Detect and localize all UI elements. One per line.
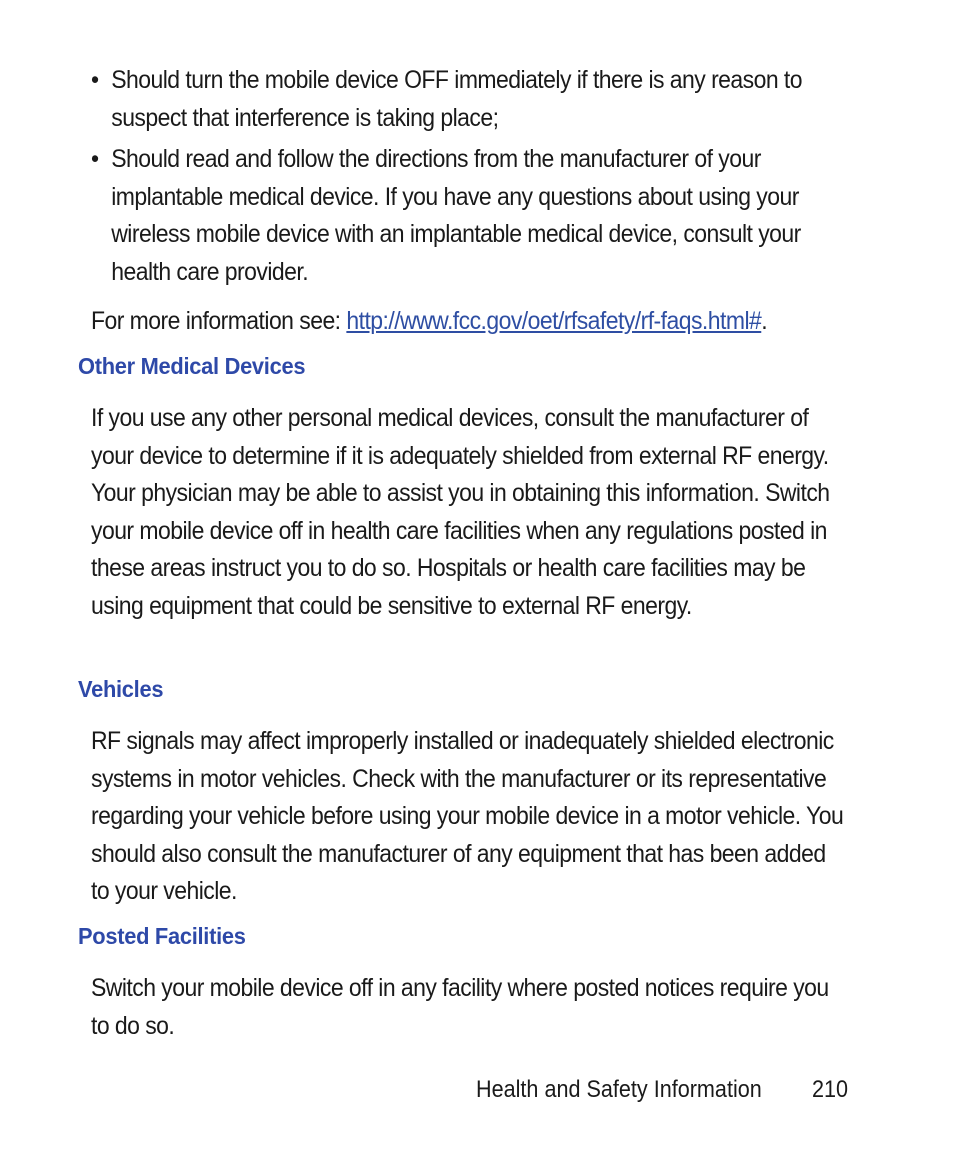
paragraph-vehicles: RF signals may affect improperly installed or inadequately shielded electronic systems in motor vehicles. Check with the manufacturer or its representative regarding your vehicle before using your mobile device in a motor vehicle. You should also consult the manufacturer of any equipment that has been added to your vehicle. bbox=[91, 727, 844, 905]
more-info-line bbox=[91, 303, 845, 341]
bullet-text: Should turn the mobile device OFF immediately if there is any reason to suspect that interference is taking place; bbox=[111, 66, 803, 132]
bullet-list bbox=[91, 62, 827, 295]
paragraph-other-medical-devices: If you use any other personal medical devices, consult the manufacturer of your device to determine if it is adequately shielded from external RF energy. Your physician may be able to assist you in obtaining this information. Switch your mobile device off in health care facilities when any regulations posted in these areas instruct you to do so. Hospitals or health care facilities may be using equipment that could be sensitive to external RF energy. bbox=[91, 404, 830, 620]
more-info-label: For more information see: bbox=[91, 307, 347, 335]
footer-page-number: 210 bbox=[812, 1076, 849, 1103]
heading-posted-facilities: Posted Facilities bbox=[78, 923, 246, 949]
heading-other-medical-devices: Other Medical Devices bbox=[78, 353, 306, 379]
paragraph-posted-facilities: Switch your mobile device off in any facility where posted notices require you to do so. bbox=[91, 974, 829, 1040]
bullet-item bbox=[91, 62, 827, 137]
footer-section-title: Health and Safety Information bbox=[476, 1076, 762, 1103]
more-info-suffix: . bbox=[761, 307, 768, 335]
heading-vehicles: Vehicles bbox=[78, 676, 164, 702]
fcc-faq-link[interactable]: http://www.fcc.gov/oet/rfsafety/rf-faqs.html# bbox=[346, 307, 762, 335]
bullet-text: Should read and follow the directions from the manufacturer of your implantable medical device. If you have any questions about using your wireless mobile device with an implantable medical device, consult your health care provider. bbox=[111, 145, 801, 286]
bullet-marker: • bbox=[91, 145, 99, 173]
bullet-item bbox=[91, 141, 827, 291]
bullet-marker: • bbox=[91, 66, 99, 94]
